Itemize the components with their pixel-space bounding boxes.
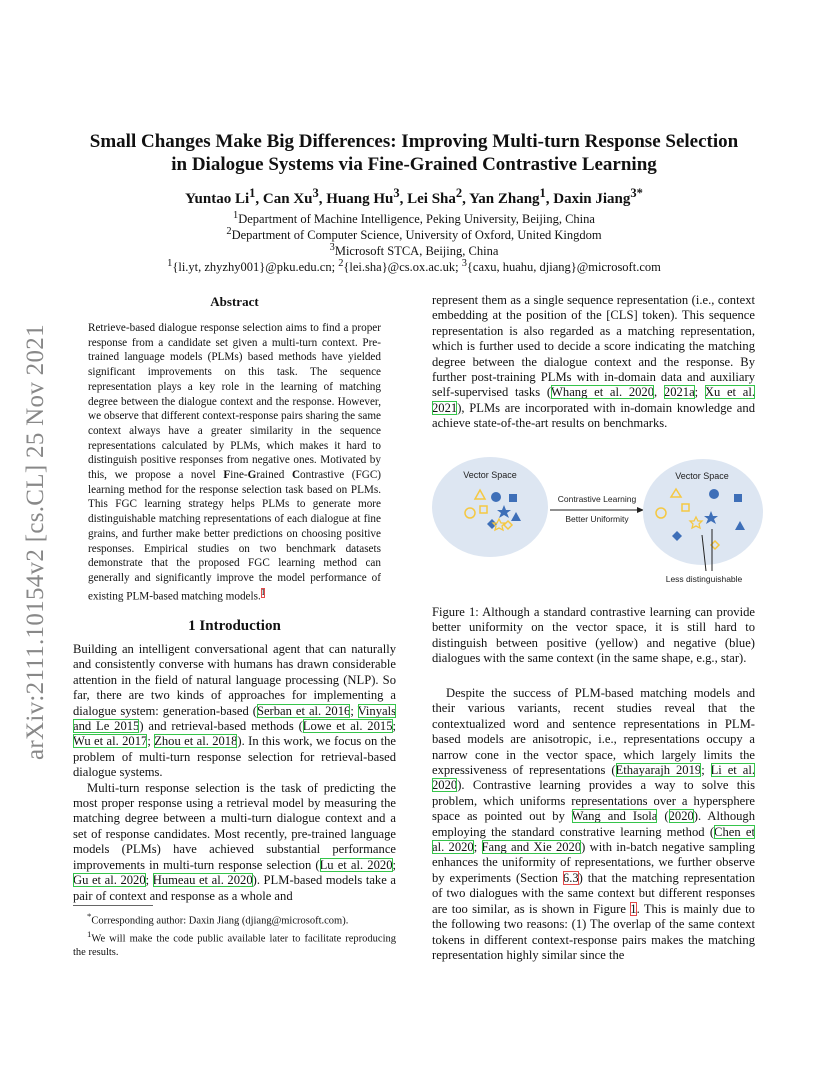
author-name: Yuntao Li [185,191,250,207]
body-text: ; [473,840,482,855]
abstract-bold-letter: G [247,469,257,482]
arxiv-identifier: arXiv:2111.10154v2 [cs.CL] 25 Nov 2021 [22,324,49,760]
footnote-divider [73,905,153,906]
affil-text: Department of Computer Science, University of Oxford, United Kingdom [231,228,602,243]
citation-link[interactable]: 2021a [663,385,695,400]
citation-link[interactable]: Humeau et al. 2020 [152,873,253,888]
author-name: Daxin Jiang [553,191,631,207]
footnotes [73,910,396,959]
arrow-label-bottom: Better Uniformity [565,514,629,524]
affil-mark: 1 [167,258,173,269]
citation-link[interactable]: 2020 [668,809,694,824]
introduction-body [73,642,396,904]
citation-link[interactable]: Serban et al. 2016 [256,703,351,718]
arxiv-sidebar [16,300,56,760]
square-blue-icon [509,494,517,502]
separator: , [399,191,408,207]
body-text: ; [701,763,711,778]
body-text: ) that the matching representation of two dialogues with the same context but different responses are too similar, as is shown in Figure [432,870,755,916]
abstract-text: rained [256,469,292,482]
body-text: . This is mainly due to the following two reasons: (1) The overlap of the same context tokens in different context-response pairs makes the matching representation highly similar since the [432,901,755,962]
body-text: ; [350,703,358,718]
title-line-2: in Dialogue Systems via Fine-Grained Contrastive Learning [171,154,657,175]
author-list [60,186,768,208]
author-affil-mark: 3* [630,186,643,200]
author-name: Yan Zhang [469,191,540,207]
author-name: Lei Sha [407,191,456,207]
affil-mark: 2 [338,258,344,269]
footnote-mark: 1 [87,928,92,939]
paper-title [60,130,768,176]
citation-link[interactable]: Lowe et al. 2015 [302,719,393,734]
intro-paragraph-2 [73,781,396,904]
body-text: ; [147,734,155,749]
author-affil-mark: 1 [539,186,546,200]
abstract-bold-letter: F [223,469,231,482]
citation-link[interactable]: Lu et al. 2020 [319,857,393,872]
citation-link[interactable]: Whang et al. 2020 [551,385,655,400]
separator: , [255,191,263,207]
body-text: , [654,385,664,400]
email-text: {li.yt, zhyzhy001}@pku.edu.cn; [172,260,339,275]
footnote-text: We will make the code public available later to facilitate reproducing the results. [73,933,396,958]
citation-link[interactable]: Li et al. 2020 [432,763,755,793]
paragraph-despite [432,686,755,963]
abstract-text: ontrastive (FGC) learning method for the response selection task based on PLMs. This FGC learning strategy helps PLMs to generate more distinguishable matching representations of each dialogue at fine grains, and further make better predictions on choosing positive responses. Empirical studies on two benchmark datasets demonstrate that the proposed FGC learning method can generally and significantly improve the model performance of existing PLM-based matching models. [88,469,382,603]
abstract-heading: Abstract [210,294,259,309]
body-text: ; [145,873,153,888]
arrow-label-top: Contrastive Learning [557,494,637,504]
author-affil-mark: 2 [455,186,463,200]
separator: , [462,191,470,207]
citation-link[interactable]: Zhou et al. 2018 [154,734,238,749]
body-text: Despite the success of PLM-based matching models and their various variants, recent studies reveal that the contextualized word and sentence representations in PLM-based models are anisotropic, i.e., representations occupy a narrow cone in the vector space, which largely limits the expressiveness of representations ( [432,686,755,778]
arrow-head-icon [637,507,644,513]
citation-link[interactable]: Fang and Xie 2020 [481,840,582,855]
affil-text: Microsoft STCA, Beijing, China [334,244,499,259]
separator: , [318,191,327,207]
author-name: Can Xu [262,191,313,207]
citation-link[interactable]: Wu et al. 2017 [73,734,148,749]
body-text: ( [657,809,669,824]
footnote-1 [73,910,396,928]
circle-blue-icon [491,492,501,502]
square-blue-icon [734,494,742,502]
footnote-text: Corresponding author: Daxin Jiang (djiang@microsoft.com). [91,915,349,927]
right-column-top [432,293,755,432]
affil-mark: 2 [226,226,232,237]
footnote-2 [73,928,396,959]
citation-link[interactable]: Gu et al. 2020 [73,873,146,888]
body-text: ; [392,719,396,734]
affil-text: Department of Machine Intelligence, Peking University, Beijing, China [238,212,595,227]
author-emails [60,256,768,275]
separator: , [545,191,554,207]
intro-paragraph-1 [73,642,396,781]
affil-mark: 1 [233,210,239,221]
figure-1-caption: Figure 1: Although a standard contrastive learning can provide better uniformity on the vector space, it is still hard to distinguish between positive (yellow) and negative (blue) dialogues with the same context (in the same shape, e.g., star). [432,605,755,666]
right-column-body [432,686,755,963]
author-affil-mark: 3 [312,186,319,200]
affil-mark: 3 [329,242,335,253]
abstract-bold-letter: C [291,469,301,482]
body-text: ), PLMs are incorporated with in-domain knowledge and achieve state-of-the-art results on benchmarks. [432,400,755,431]
body-text: ) and retrieval-based methods ( [139,719,303,734]
author-name: Huang Hu [326,191,394,207]
citation-link[interactable]: Wang and Isola [571,809,658,824]
body-text: Building an intelligent conversational agent that can naturally and consistently converse with humans has drawn considerable attention in the field of natural language processing (NLP). So far, there are two kinds of approaches for implementing a dialogue system: generation-based ( [73,642,396,718]
body-text: ) with in-batch negative sampling enhances the uniformity of representations, we further observe by experiments (Section [432,840,755,885]
body-text: represent them as a single sequence representation (i.e., context embedding at the position of the [CLS] token). This sequence representation is also regarded as a matching representation, which is further used to decide a score indicating the matching degree between the dialogue context and the response. By further post-training PLMs with in-domain data and auxiliary self-supervised tasks ( [432,293,755,400]
vector-space-label-right: Vector Space [675,471,729,481]
email-text: {caxu, huahu, djiang}@microsoft.com [466,260,661,275]
email-text: {lei.sha}@cs.ox.ac.uk; [343,260,462,275]
author-affil-mark: 1 [249,186,256,200]
vector-space-label-left: Vector Space [463,470,517,480]
abstract-text: Retrieve-based dialogue response selection aims to find a proper response from a candidate set given a multi-turn context. Pre-trained language models (PLMs) based methods have yielded significant improvements on this task. The sequence representation plays a key role in the learning of matching degree between the dialogue context and the response. However, we observe that different context-response pairs sharing the same context always have a greater similarity in the sequence representations calculated by PLMs, which makes it hard to distinguish positive responses from negative ones. Motivated by this, we propose a novel [88,322,381,482]
figure-link[interactable]: 1 [630,901,637,916]
body-text: ). In this work, we focus on the problem of multi-turn response selection for retrieval-based dialogue systems. [73,734,397,780]
body-text: ). Although employing the standard constrative learning method ( [432,809,756,839]
abstract-text: ine- [230,469,248,482]
circle-blue-icon [709,489,719,499]
citation-link[interactable]: Xu et al. 2021 [432,385,756,415]
affil-mark: 3 [461,258,467,269]
author-affil-mark: 3 [393,186,400,200]
body-text: ; [392,857,396,872]
citation-link[interactable]: Chen et al. 2020 [432,824,755,855]
paragraph-continuation [432,293,755,432]
citation-link[interactable]: Ethayarajh 2019 [615,763,702,778]
section-heading-introduction: 1 Introduction [188,618,281,634]
body-text: ). Contrastive learning provides a way to solve this problem, which uniforms representations over a hypersphere space as pointed out by [432,778,755,824]
footnote-mark: * [87,911,92,921]
body-text: ; [694,385,705,400]
title-line-1: Small Changes Make Big Differences: Improving Multi-turn Response Selection [89,131,739,152]
abstract-body [88,321,381,604]
section-link[interactable]: 6.3 [562,870,579,885]
footnote-link[interactable]: 1 [260,587,266,598]
citation-link[interactable]: Vinyals and Le 2015 [73,703,396,734]
figure-1-diagram [432,455,770,595]
body-text: ). PLM-based models take a pair of context and response as a whole and [73,873,396,903]
body-text: Multi-turn response selection is the task of predicting the most proper response using a retrieval model by measuring the matching degree between a multi-turn dialogue context and a set of response candidates. Most recently, pre-trained language models (PLMs) have achieved substantial performance improvements in multi-turn response selection ( [73,780,396,872]
less-distinguishable-label: Less distinguishable [665,574,743,584]
